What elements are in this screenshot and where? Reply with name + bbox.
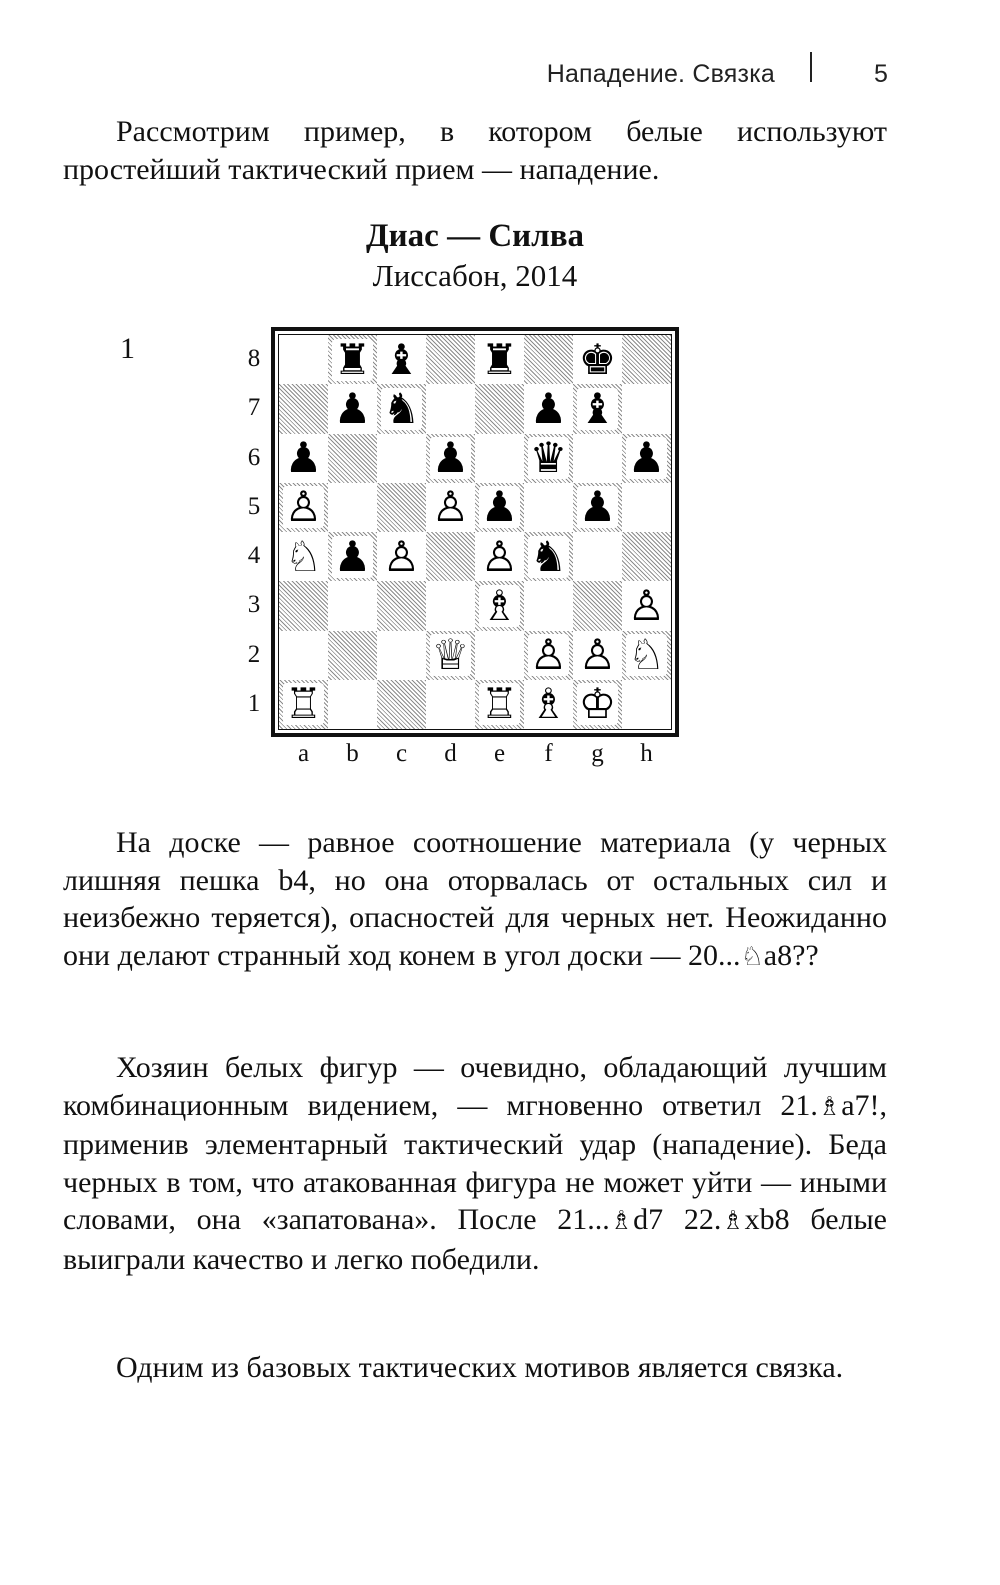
board-square-d8 [426, 335, 475, 384]
black-knight-icon: ♞ [382, 383, 421, 433]
board-square-h5 [622, 483, 671, 532]
black-pawn-icon: ♟ [333, 383, 372, 433]
board-square-g6 [573, 434, 622, 483]
black-rook-icon: ♜ [333, 334, 372, 384]
black-pawn-icon: ♟ [480, 482, 519, 532]
board-square-f1 [524, 680, 573, 729]
board-square-a5 [279, 483, 328, 532]
board-square-a4 [279, 532, 328, 581]
board-square-c7 [377, 384, 426, 433]
paragraph-pin: Одним из базовых тактических мотивов является связка. [116, 1351, 844, 1384]
board-square-f3 [524, 581, 573, 630]
board-square-f5 [524, 483, 573, 532]
board-square-h1 [622, 680, 671, 729]
knight-figurine-icon: ♘ [740, 941, 764, 972]
board-square-f8 [524, 335, 573, 384]
board-square-b1 [328, 680, 377, 729]
rank-label: 4 [247, 542, 261, 569]
board-square-g7 [573, 384, 622, 433]
board-square-b8 [328, 335, 377, 384]
board-square-e2 [475, 631, 524, 680]
board-square-e3 [475, 581, 524, 630]
header-divider [810, 52, 812, 82]
game-place: Лиссабон, 2014 [372, 258, 578, 293]
paragraph-attack-part1: Хозяин белых фигур — очевидно, обладающий лучшим комбинационным видением, — мгновенно ответил 21. [63, 1051, 887, 1122]
board-square-d6 [426, 434, 475, 483]
rank-label: 7 [247, 394, 261, 422]
board-square-f2 [524, 631, 573, 680]
rank-label: 1 [247, 689, 261, 717]
white-rook-icon: ♖ [284, 679, 323, 729]
board-square-b2 [328, 631, 377, 680]
board-square-d5 [426, 483, 475, 532]
file-label: c [395, 740, 408, 767]
board-square-c6 [377, 434, 426, 483]
board-square-e5 [475, 483, 524, 532]
board-square-h8 [622, 335, 671, 384]
rank-label: 2 [247, 640, 261, 668]
page-number: 5 [874, 60, 888, 88]
file-label: d [444, 740, 457, 767]
board-square-d7 [426, 384, 475, 433]
black-pawn-icon: ♟ [529, 383, 568, 433]
white-pawn-icon: ♙ [578, 630, 617, 680]
board-square-a1 [279, 680, 328, 729]
board-square-b3 [328, 581, 377, 630]
board-square-h6 [622, 434, 671, 483]
board-square-h4 [622, 532, 671, 581]
game-title: Диас — Силва [365, 218, 585, 254]
intro-paragraph: Рассмотрим пример, в котором белые используют простейший тактический прием — нападение. [63, 115, 887, 186]
bishop-figurine-icon: ♗ [817, 1091, 842, 1122]
white-pawn-icon: ♙ [431, 482, 470, 532]
paragraph-material-text: На доске — равное соотношение материала (у черных лишняя пешка b4, но она оторвалась от остальных сил и неизбежно теряется), опасностей для черных нет. Неожиданно они делают странный ход конем в угол доски — 20... [63, 826, 887, 972]
chess-board [279, 335, 671, 729]
board-square-d3 [426, 581, 475, 630]
board-square-e8 [475, 335, 524, 384]
black-pawn-icon: ♟ [578, 482, 617, 532]
black-knight-icon: ♞ [529, 531, 568, 581]
paragraph-attack-part3: d7 22. [633, 1203, 722, 1236]
black-queen-icon: ♛ [529, 433, 568, 483]
board-square-b7 [328, 384, 377, 433]
white-king-icon: ♔ [578, 679, 617, 729]
move-tail: a8?? [763, 938, 819, 972]
rank-label: 8 [247, 345, 261, 372]
board-square-f6 [524, 434, 573, 483]
rank-label: 3 [247, 591, 261, 619]
white-pawn-icon: ♙ [480, 531, 519, 581]
board-square-g2 [573, 631, 622, 680]
board-square-e6 [475, 434, 524, 483]
bishop-figurine-icon: ♗ [721, 1206, 745, 1236]
white-pawn-icon: ♙ [529, 630, 568, 680]
board-square-a7 [279, 384, 328, 433]
board-square-d4 [426, 532, 475, 581]
file-label: h [640, 740, 653, 767]
black-pawn-icon: ♟ [627, 433, 666, 483]
board-square-g4 [573, 532, 622, 581]
board-square-a2 [279, 631, 328, 680]
paragraph-attack-part2: a7!, применив элементарный тактический удар (нападение). Беда черных в том, что атакованная фигура не может уйти — иными словами, она «запатована». После 21... [63, 1088, 887, 1236]
board-square-b6 [328, 434, 377, 483]
board-square-g5 [573, 483, 622, 532]
white-knight-icon: ♘ [284, 531, 323, 581]
white-queen-icon: ♕ [431, 630, 470, 680]
board-square-b4 [328, 532, 377, 581]
board-square-c3 [377, 581, 426, 630]
board-square-a3 [279, 581, 328, 630]
black-pawn-icon: ♟ [333, 531, 372, 581]
black-pawn-icon: ♟ [284, 433, 323, 483]
board-square-e7 [475, 384, 524, 433]
paragraph-attack-part4: xb8 белые выиграли качество и легко победили. [63, 1203, 887, 1276]
running-title: Нападение. Связка [546, 60, 775, 88]
black-bishop-icon: ♝ [382, 334, 421, 384]
board-square-c5 [377, 483, 426, 532]
file-label: g [591, 740, 604, 767]
white-pawn-icon: ♙ [382, 531, 421, 581]
white-pawn-icon: ♙ [627, 580, 666, 630]
paragraph-attack [63, 1049, 887, 1278]
white-knight-icon: ♘ [627, 630, 666, 680]
board-square-c2 [377, 631, 426, 680]
board-square-a6 [279, 434, 328, 483]
white-bishop-icon: ♗ [480, 580, 519, 630]
board-square-c8 [377, 335, 426, 384]
chess-diagram [271, 327, 679, 737]
board-square-h2 [622, 631, 671, 680]
rank-label: 5 [247, 492, 261, 520]
file-label: f [544, 740, 553, 767]
file-label: b [346, 740, 359, 767]
board-square-d2 [426, 631, 475, 680]
board-square-h3 [622, 581, 671, 630]
white-pawn-icon: ♙ [284, 482, 323, 532]
board-square-g1 [573, 680, 622, 729]
board-square-a8 [279, 335, 328, 384]
white-rook-icon: ♖ [480, 679, 519, 729]
black-rook-icon: ♜ [480, 334, 519, 384]
paragraph-material [63, 824, 887, 976]
board-square-d1 [426, 680, 475, 729]
black-pawn-icon: ♟ [431, 433, 470, 483]
black-bishop-icon: ♝ [578, 383, 617, 433]
board-square-g3 [573, 581, 622, 630]
board-inner-border [278, 334, 672, 730]
rank-label: 6 [247, 443, 261, 471]
board-square-g8 [573, 335, 622, 384]
board-square-b5 [328, 483, 377, 532]
board-square-e1 [475, 680, 524, 729]
board-square-f4 [524, 532, 573, 581]
board-square-c4 [377, 532, 426, 581]
board-square-c1 [377, 680, 426, 729]
file-label: e [493, 740, 506, 767]
black-king-icon: ♚ [578, 334, 617, 384]
board-square-e4 [475, 532, 524, 581]
file-label: a [297, 740, 310, 767]
bishop-figurine-icon: ♗ [609, 1206, 634, 1236]
diagram-number: 1 [120, 332, 135, 365]
board-square-h7 [622, 384, 671, 433]
board-square-f7 [524, 384, 573, 433]
white-bishop-icon: ♗ [529, 679, 568, 729]
page-header [0, 58, 1000, 98]
